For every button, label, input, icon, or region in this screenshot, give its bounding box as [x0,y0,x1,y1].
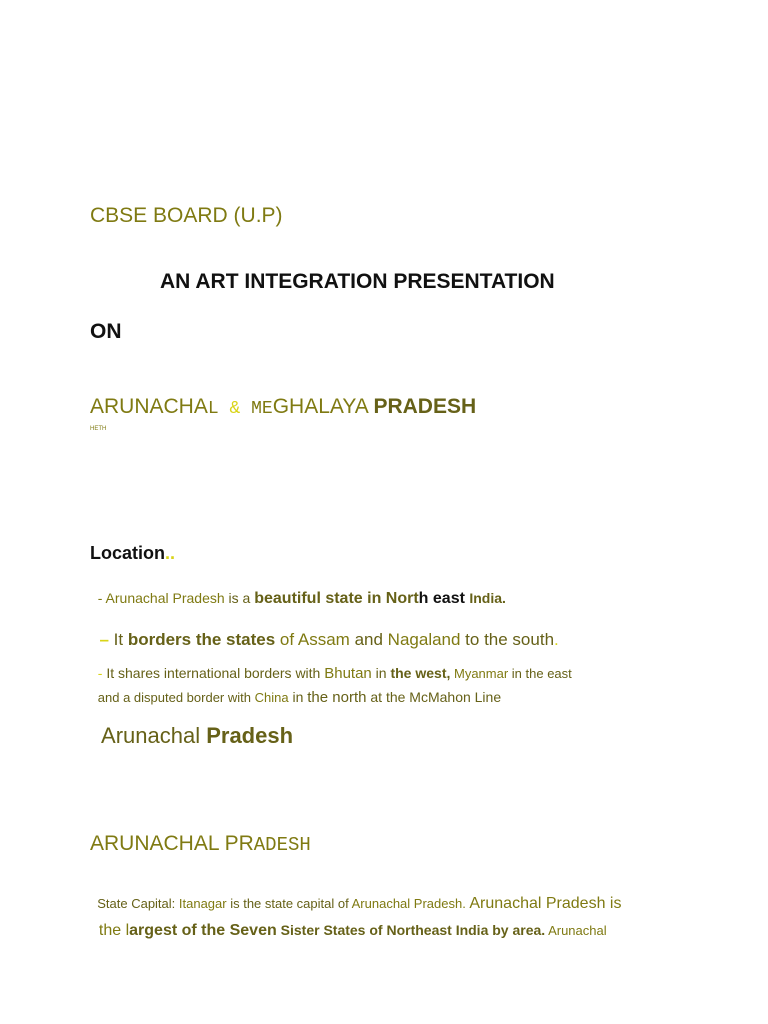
text-run: Bhutan [324,665,372,682]
topic-title [90,395,476,419]
text-run: It [113,630,128,649]
text-run: India. [469,590,506,606]
topic-part: PRADESH [373,395,477,418]
text-run: to the south [460,630,555,649]
topic-part: ARUNACHA [90,395,208,418]
text-run: Arunachal Pradesh. [351,896,466,911]
text-run: Arunachal Pradesh is [465,895,622,912]
location-heading-dots: .. [165,543,176,563]
text-run: China [254,690,289,705]
text-run: It shares international borders with [106,665,325,681]
text-run: and a disputed border with [97,690,255,705]
text-run: Itanagar [178,896,227,911]
subheading-part: Pradesh [206,723,294,748]
topic-part: L [207,399,219,419]
text-run: in [288,689,308,705]
text-run: argest of the Seven [129,922,277,939]
topic-part: & [218,399,252,419]
text-run: Nagaland [387,630,461,649]
text-run: State Capital: [97,896,179,911]
small-note: HETH [90,426,107,432]
subheading [90,697,293,749]
section-title [90,832,311,856]
presentation-title: AN ART INTEGRATION PRESENTATION [160,270,555,293]
text-run: Arunachal [545,923,607,938]
location-line-1 [90,574,506,608]
text-run: the l [98,922,130,939]
location-line-2 [90,610,559,650]
text-run: Sister States of Northeast India by area. [276,922,546,938]
text-run: and [349,630,388,649]
board-name: CBSE BOARD (U.P) [90,204,283,227]
text-run: the north [307,689,367,706]
on-label: ON [90,320,122,343]
text-run: - [97,665,107,681]
topic-part: GHALAYA [272,395,374,418]
text-run: of [279,630,298,649]
capital-line-2 [90,904,607,940]
text-run: borders the states [127,630,280,649]
section-title-part: ARUNACHAL PR [90,832,254,855]
text-run: is the state capital of [226,896,352,911]
text-run: at the McMahon Line [366,689,502,705]
text-run: Myanmar [450,666,509,681]
text-run: beautiful state in Nort [254,590,419,607]
subheading-part: Arunachal [101,723,207,748]
text-run: h east [418,590,470,607]
location-heading [90,543,175,564]
text-run: - Arunachal Pradesh [97,590,229,606]
text-run: in [371,665,391,681]
text-run: Assam [297,630,350,649]
text-run: the west, [390,665,451,681]
location-heading-text: Location [90,543,165,563]
topic-part: ME [251,399,273,419]
text-run: in the east [508,666,572,681]
text-run: . [554,630,559,649]
text-run: – [99,630,114,649]
section-title-part: ADESH [253,834,311,856]
text-run: is a [228,590,255,606]
